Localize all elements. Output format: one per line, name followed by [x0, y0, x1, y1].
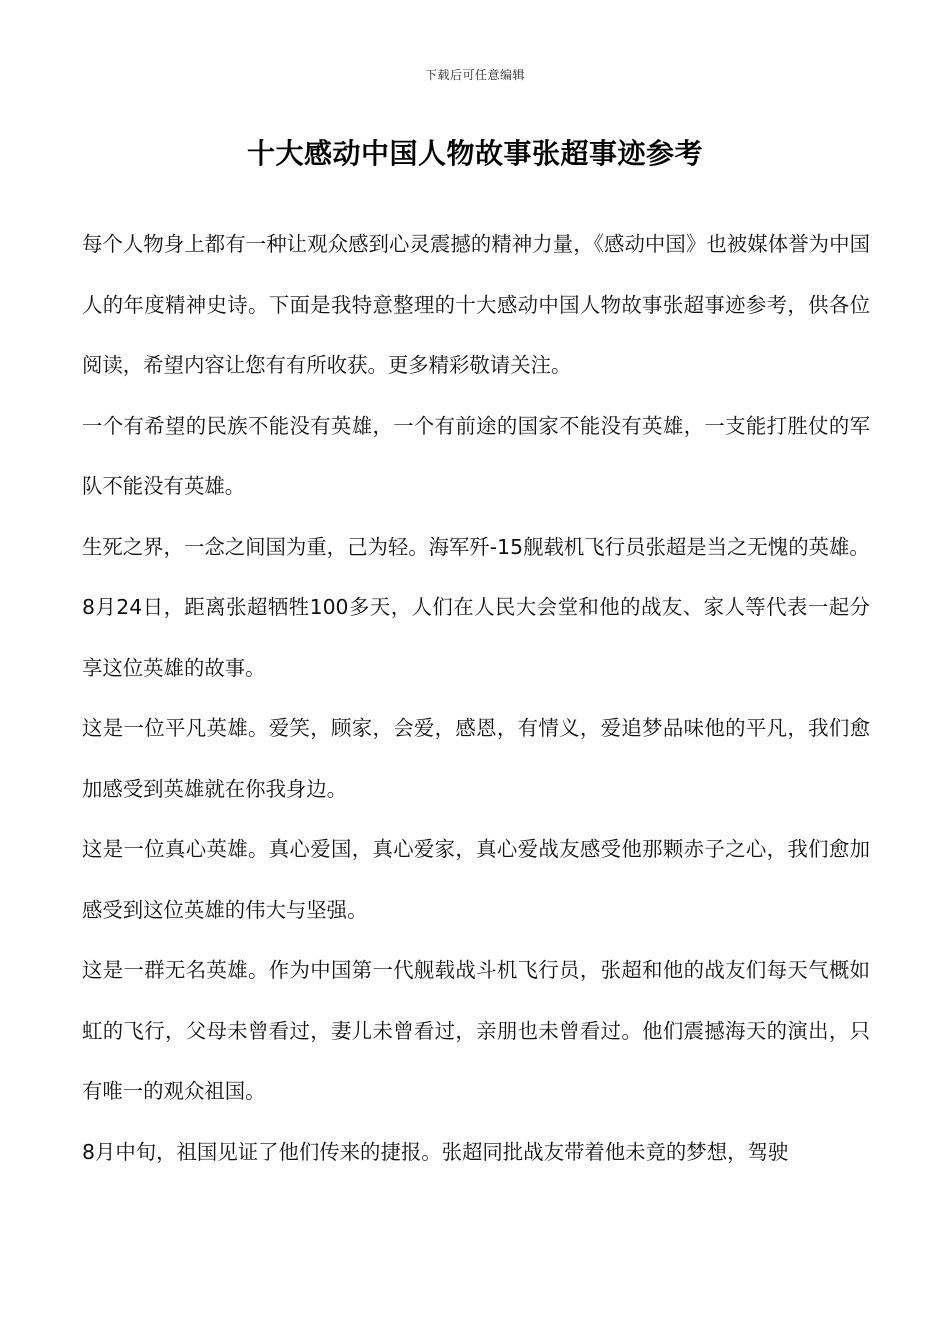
paragraph: 生死之界，一念之间国为重，己为轻。海军歼-15舰载机飞行员张超是当之无愧的英雄。: [82, 534, 870, 559]
document-body: [82, 214, 870, 1182]
paragraph: 这是一位平凡英雄。爱笑，顾家，会爱，感恩，有情义，爱追梦品味他的平凡，我们愈加感受到英雄就在你我身边。: [82, 716, 870, 801]
paragraph: 这是一位真心英雄。真心爱国，真心爱家，真心爱战友感受他那颗赤子之心，我们愈加感受到这位英雄的伟大与坚强。: [82, 837, 870, 922]
paragraph: 这是一群无名英雄。作为中国第一代舰载战斗机飞行员，张超和他的战友们每天气概如虹的飞行，父母未曾看过，妻儿未曾看过，亲朋也未曾看过。他们震撼海天的演出，只有唯一的观众祖国。: [82, 958, 870, 1103]
paragraph: 一个有希望的民族不能没有英雄，一个有前途的国家不能没有英雄，一支能打胜仗的军队不能没有英雄。: [82, 413, 870, 498]
document-title: 十大感动中国人物故事张超事迹参考: [246, 137, 703, 170]
paragraph: 8月中旬，祖国见证了他们传来的捷报。张超同批战友带着他未竟的梦想，驾驶: [82, 1139, 789, 1164]
header-note: 下载后可任意编辑: [424, 68, 525, 82]
paragraph: 8月24日，距离张超牺牲100多天，人们在人民大会堂和他的战友、家人等代表一起分享这位英雄的故事。: [82, 595, 870, 680]
paragraph: 每个人物身上都有一种让观众感到心灵震撼的精神力量，《感动中国》也被媒体誉为中国人的年度精神史诗。下面是我特意整理的十大感动中国人物故事张超事迹参考，供各位阅读，希望内容让您有有所收获。更多精彩敬请关注。: [82, 232, 870, 377]
